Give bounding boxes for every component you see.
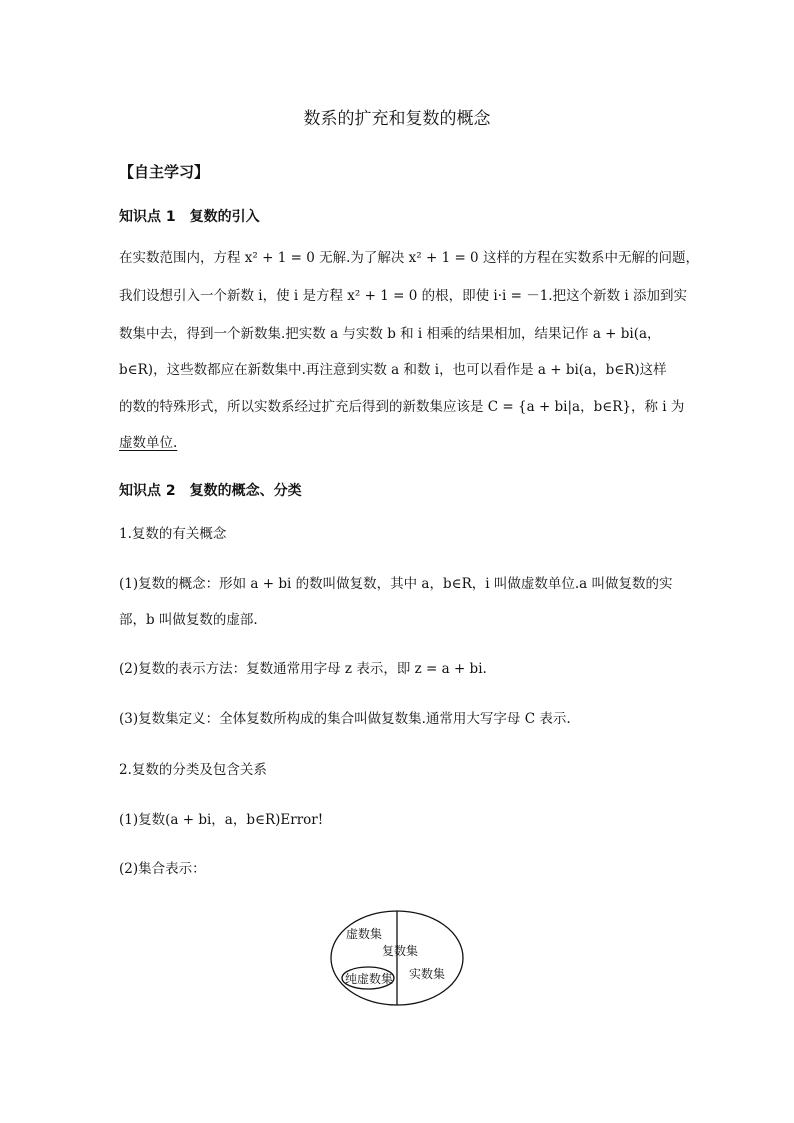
kp2-item3: (3)复数集定义：全体复数所构成的集合叫做复数集.通常用大写字母 C 表示. [119,711,571,727]
kp1-line-5: 的数的特殊形式，所以实数系经过扩充后得到的新数集应该是 C = {a + bi|a，b∈R}，称 i 为 [119,399,685,415]
kp2-class2: (2)集合表示： [119,861,206,877]
kp2-class1: (1)复数(a + bi，a，b∈R)Error! [119,812,324,828]
kp2-sub1: 1.复数的有关概念 [119,526,227,542]
kp2-item2: (2)复数的表示方法：复数通常用字母 z 表示，即 z = a + bi. [119,661,487,677]
kp1-heading: 知识点 1 复数的引入 [119,209,260,225]
complex-set-label: 复数集 [382,944,419,958]
pure-imaginary-set-label: 纯虚数集 [345,972,394,986]
kp1-line-1: 在实数范围内，方程 x² + 1 = 0 无解.为了解决 x² + 1 = 0 这样的方程在实数系中无解的问题， [119,250,699,266]
section-header: 【自主学习】 [119,163,210,181]
kp2-item1-line1: (1)复数的概念：形如 a + bi 的数叫做复数，其中 a，b∈R，i 叫做虚数单位.a 叫做复数的实 [119,576,673,592]
set-diagram [328,908,466,1008]
kp2-sub2: 2.复数的分类及包含关系 [119,762,267,778]
page-title: 数系的扩充和复数的概念 [303,109,491,129]
imaginary-set-label: 虚数集 [346,927,383,941]
kp1-line-2: 我们设想引入一个新数 i，使 i 是方程 x² + 1 = 0 的根，即使 i·i = －1.把这个新数 i 添加到实 [119,288,687,304]
kp1-line-6: 虚数单位. [119,435,178,451]
kp1-line-3: 数集中去，得到一个新数集.把实数 a 与实数 b 和 i 相乘的结果相加，结果记作 a + bi(a， [119,326,661,342]
real-set-label: 实数集 [409,967,446,981]
kp1-line-4: b∈R)，这些数都应在新数集中.再注意到实数 a 和数 i，也可以看作是 a + bi(a，b∈R)这样 [119,362,667,378]
kp2-heading: 知识点 2 复数的概念、分类 [119,483,302,499]
kp2-item1-line2: 部，b 叫做复数的虚部. [119,612,258,628]
